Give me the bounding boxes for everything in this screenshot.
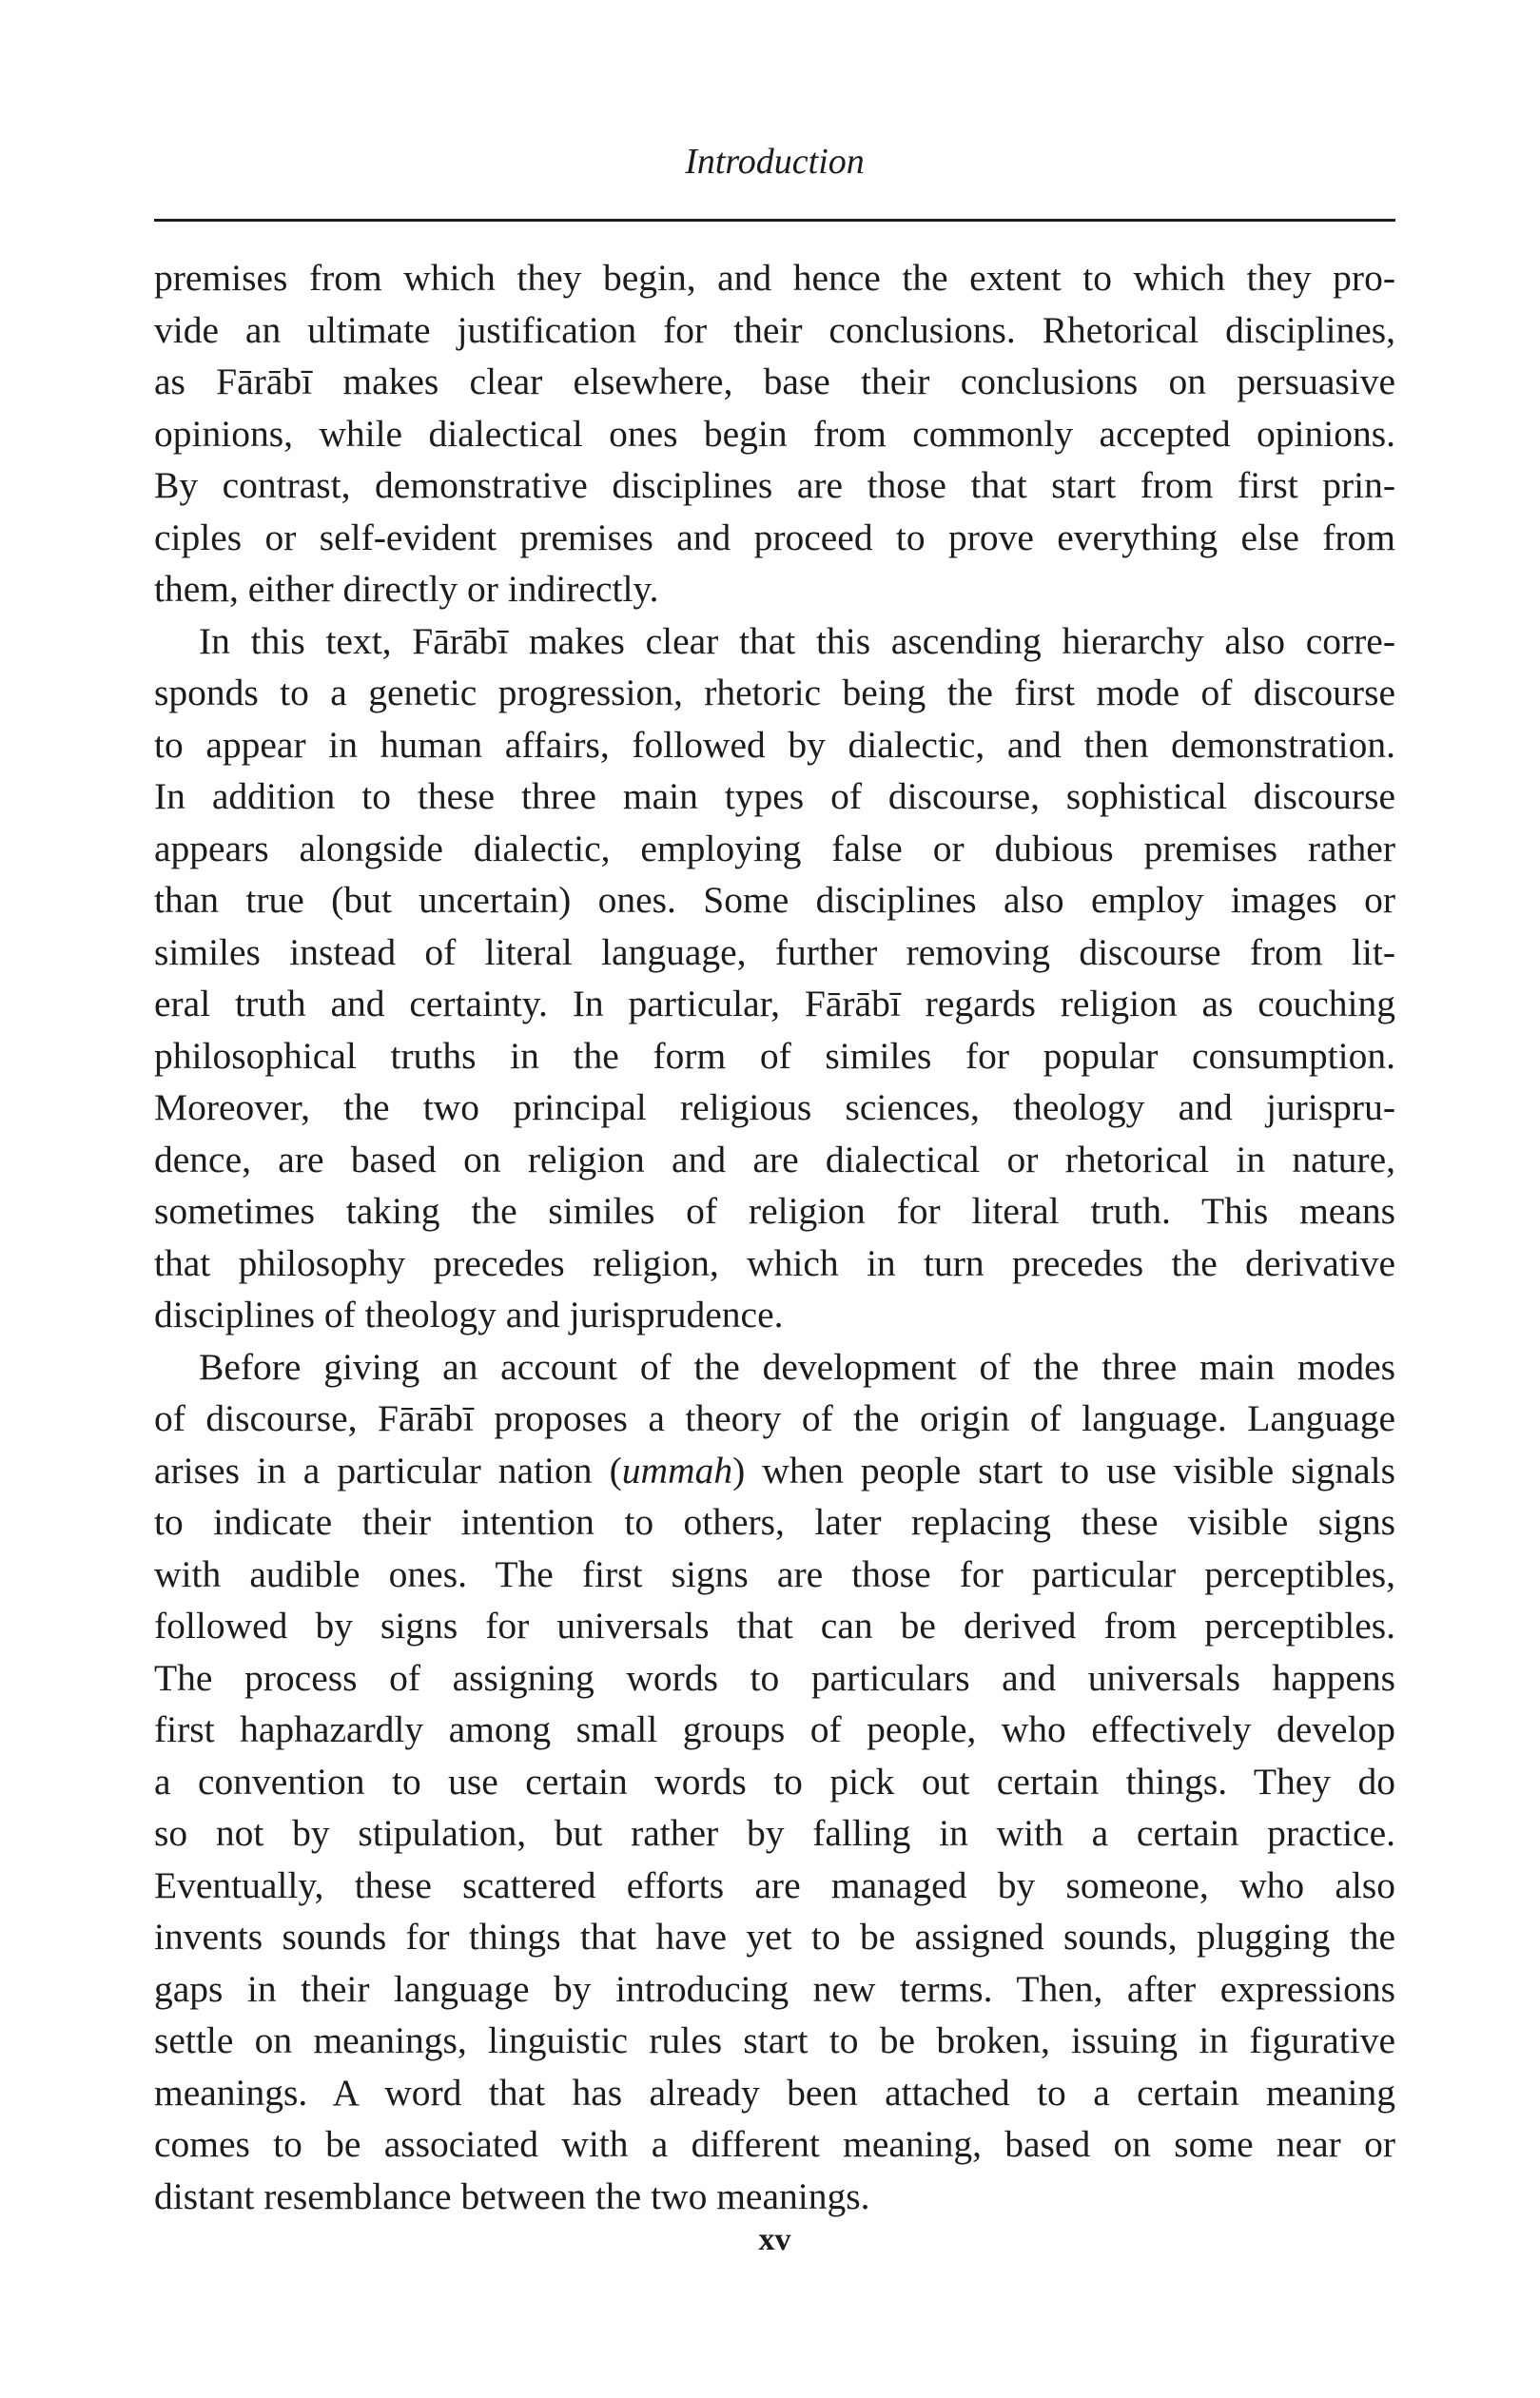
text-line: first haphazardly among small groups of people, who effectively develop xyxy=(154,1708,1395,1750)
body-text xyxy=(154,252,1395,2222)
text-line: In this text, Fārābī makes clear that this ascending hierarchy also corre- xyxy=(199,619,1395,662)
italic-term: ummah xyxy=(621,1449,733,1491)
text-line: comes to be associated with a different meaning, based on some near or xyxy=(154,2123,1395,2165)
text-line: distant resemblance between the two meanings. xyxy=(154,2174,870,2217)
text-line: to indicate their intention to others, later replacing these visible signs xyxy=(154,1501,1395,1543)
text-line: that philosophy precedes religion, which in turn precedes the derivative xyxy=(154,1241,1395,1284)
text-line: them, either directly or indirectly. xyxy=(154,568,659,610)
text-line: of discourse, Fārābī proposes a theory of the origin of language. Language xyxy=(154,1397,1395,1439)
text-line: with audible ones. The first signs are those for particular perceptibles, xyxy=(154,1552,1395,1595)
text-line: sponds to a genetic progression, rhetoric being the first mode of discourse xyxy=(154,672,1395,713)
text-line-with-italic xyxy=(154,1445,1395,1497)
text-line: In addition to these three main types of discourse, sophistical discourse xyxy=(154,775,1395,817)
page-number: xv xyxy=(758,2222,791,2257)
text-line: similes instead of literal language, further removing discourse from lit- xyxy=(154,930,1395,973)
text-segment: arises in a particular nation ( xyxy=(154,1449,622,1491)
text-line: The process of assigning words to particulars and universals happens xyxy=(154,1656,1395,1699)
text-line: meanings. A word that has already been attached to a certain meaning xyxy=(154,2071,1395,2114)
text-line: to appear in human affairs, followed by dialectic, and then demonstration. xyxy=(154,723,1395,766)
header-rule xyxy=(154,219,1395,222)
text-line: as Fārābī makes clear elsewhere, base their conclusions on persuasive xyxy=(154,361,1395,402)
text-line: settle on meanings, linguistic rules start to be broken, issuing in figurative xyxy=(154,2019,1395,2061)
text-line: premises from which they begin, and hence the extent to which they pro- xyxy=(154,257,1395,299)
text-line: disciplines of theology and jurisprudence. xyxy=(154,1294,784,1335)
text-line: dence, are based on religion and are dialectical or rhetorical in nature, xyxy=(154,1138,1395,1180)
running-header: Introduction xyxy=(685,142,865,182)
text-line: vide an ultimate justification for their conclusions. Rhetorical disciplines, xyxy=(154,308,1395,351)
text-segment: ) when people start to use visible signals xyxy=(732,1449,1396,1491)
text-line: opinions, while dialectical ones begin from commonly accepted opinions. xyxy=(154,412,1395,455)
text-line: invents sounds for things that have yet to be assigned sounds, plugging the xyxy=(154,1916,1395,1958)
text-line: eral truth and certainty. In particular, Fārābī regards religion as couching xyxy=(154,983,1395,1024)
text-line: so not by stipulation, but rather by falling in with a certain practice. xyxy=(154,1812,1395,1854)
text-line: followed by signs for universals that can be derived from perceptibles. xyxy=(154,1605,1395,1647)
text-line: appears alongside dialectic, employing false or dubious premises rather xyxy=(154,827,1395,869)
text-line: a convention to use certain words to pick out certain things. They do xyxy=(154,1760,1395,1803)
text-line: Eventually, these scattered efforts are managed by someone, who also xyxy=(154,1863,1395,1906)
text-line: gaps in their language by introducing new terms. Then, after expressions xyxy=(154,1967,1395,2010)
text-line: Before giving an account of the development of the three main modes xyxy=(199,1345,1395,1388)
text-line: By contrast, demonstrative disciplines are those that start from first prin- xyxy=(154,464,1395,506)
text-line: philosophical truths in the form of similes for popular consumption. xyxy=(154,1034,1395,1077)
text-line: ciples or self-evident premises and proceed to prove everything else from xyxy=(154,516,1395,558)
text-line: than true (but uncertain) ones. Some disciplines also employ images or xyxy=(154,879,1395,921)
text-line: sometimes taking the similes of religion for literal truth. This means xyxy=(154,1190,1395,1232)
text-line: Moreover, the two principal religious sciences, theology and jurispru- xyxy=(154,1086,1395,1128)
